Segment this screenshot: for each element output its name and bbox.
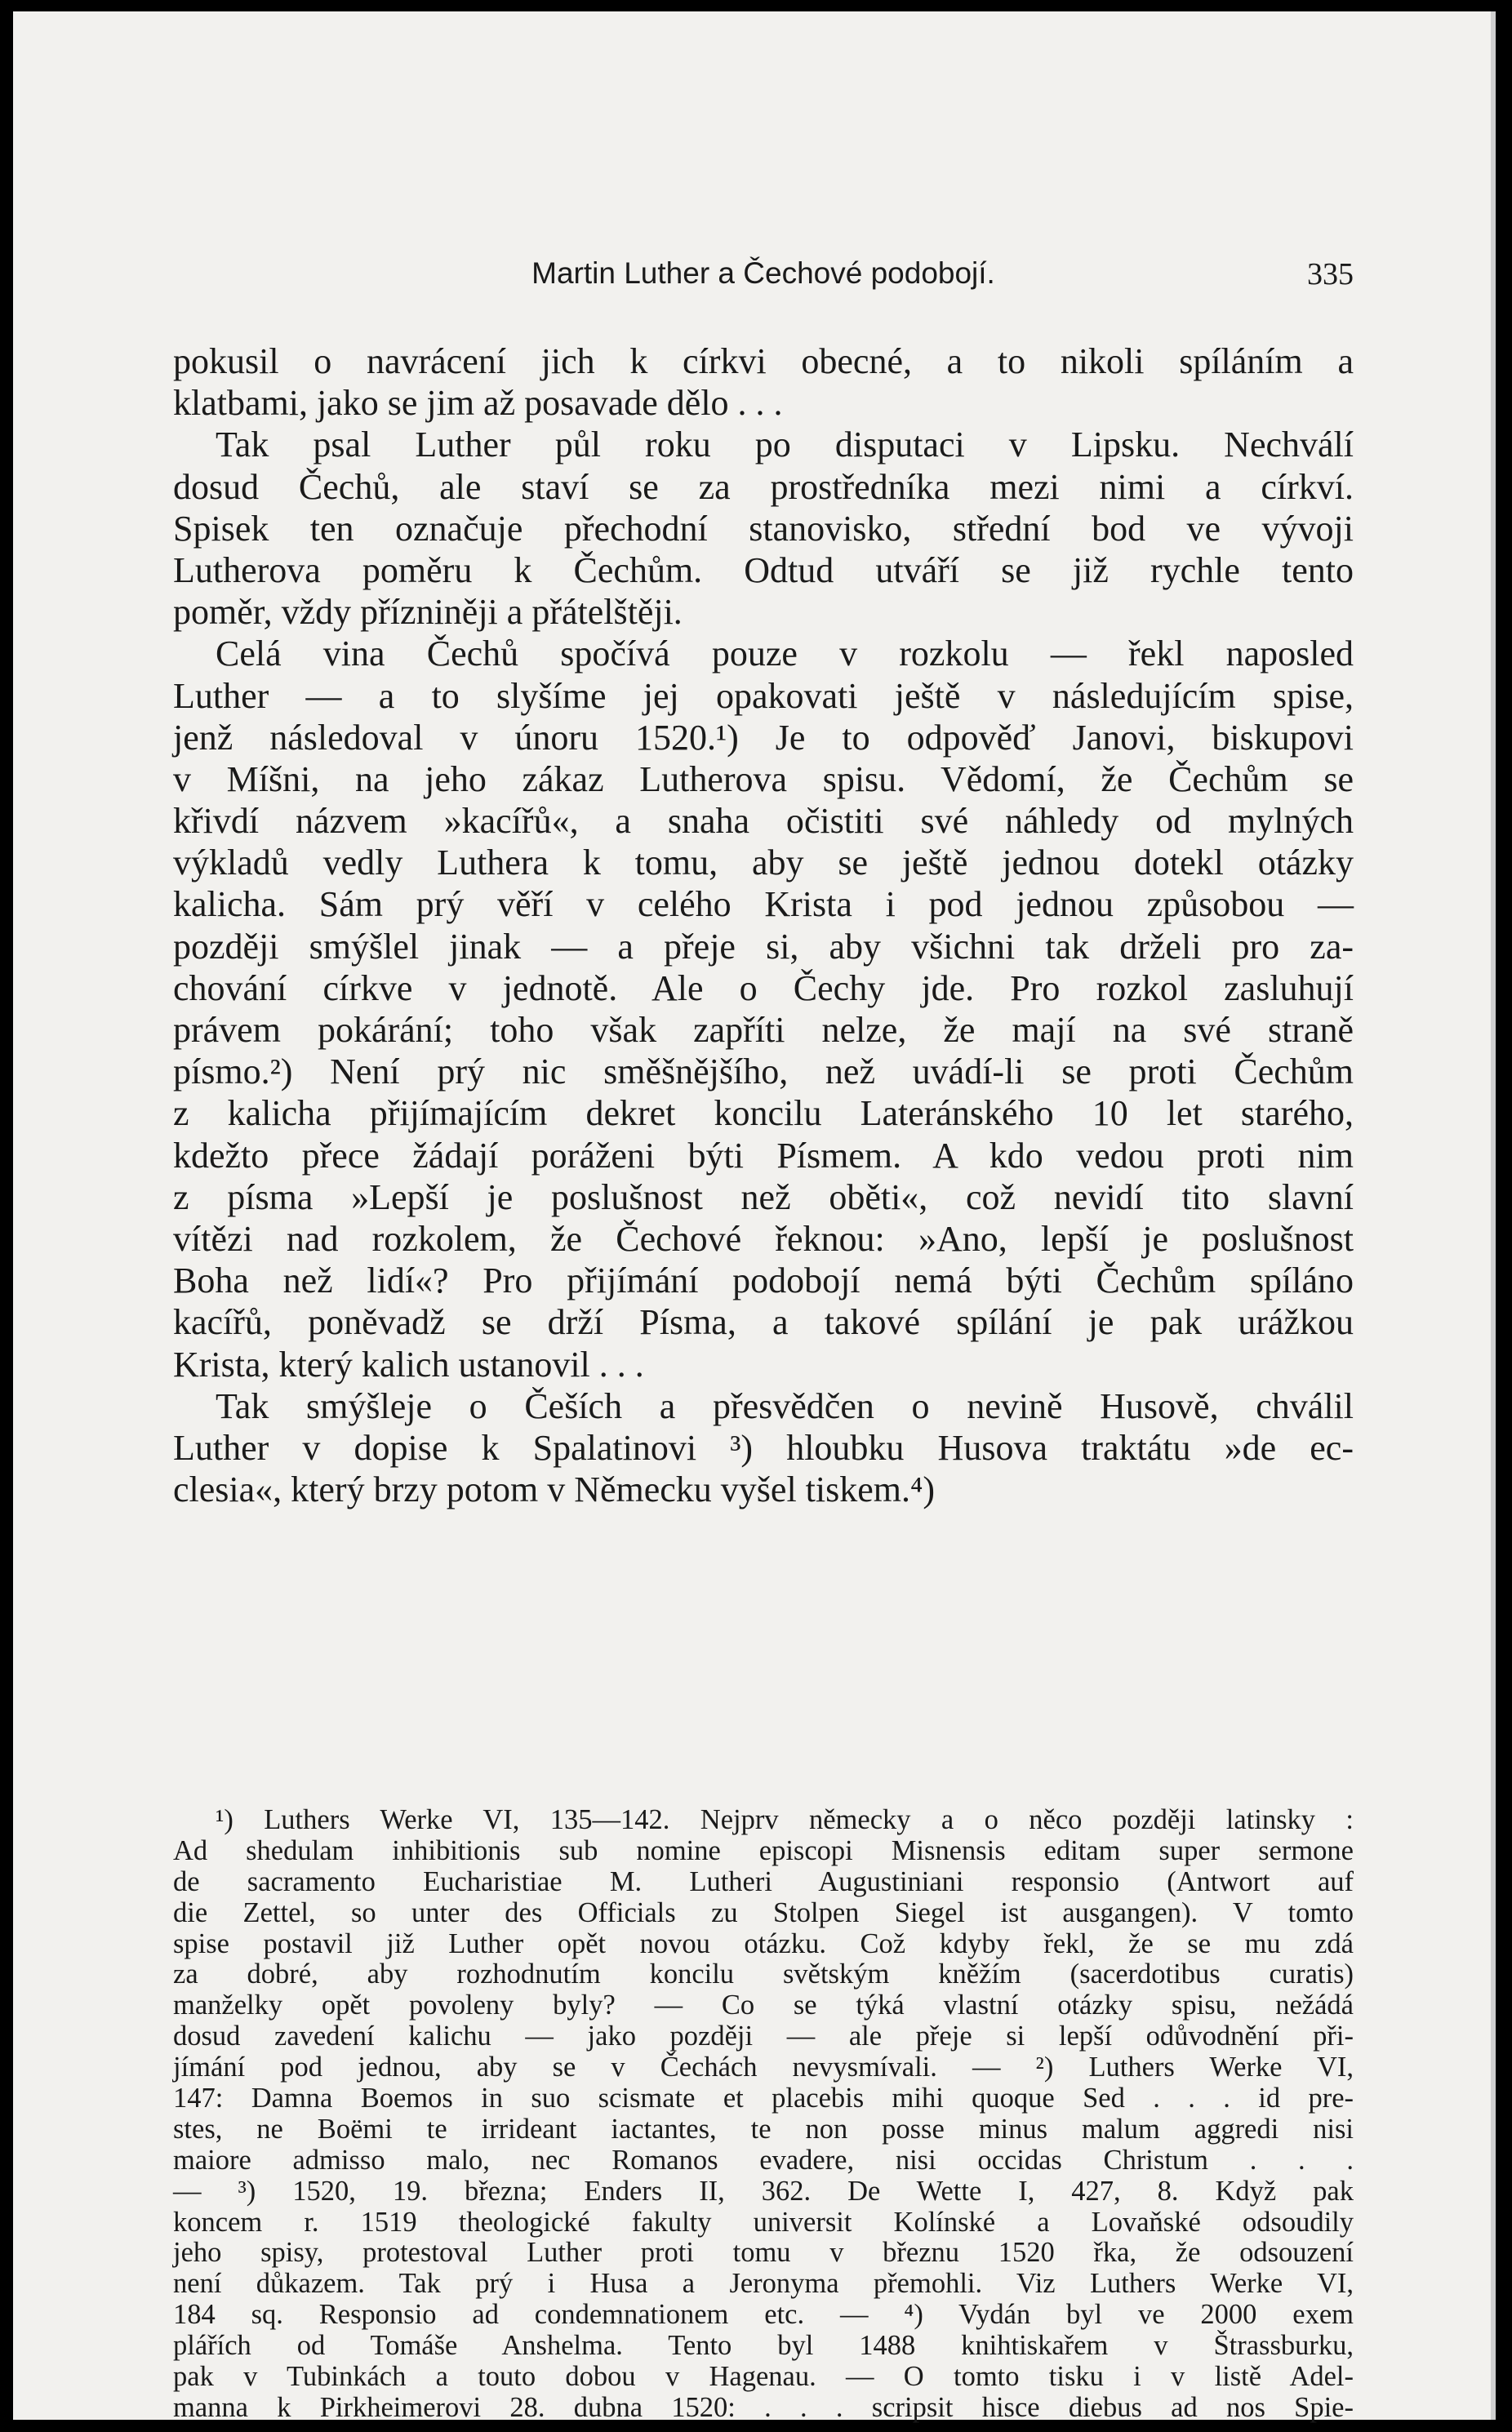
footnote-line: — ³) 1520, 19. března; Enders II, 362. De Wette I, 427, 8. Když pak [173,2175,1354,2207]
page [13,11,1496,2423]
body-line: později smýšlel jinak — a přeje si, aby všichni tak drželi pro za- [173,926,1354,967]
body-line: vítězi nad rozkolem, že Čechové řeknou: »Ano, lepší je poslušnost [173,1218,1354,1259]
body-line: Spisek ten označuje přechodní stanovisko, střední bod ve vývoji [173,508,1354,549]
body-line: písmo.²) Není prý nic směšnějšího, než uvádí-li se proti Čechům [173,1051,1354,1092]
footnote-line: 147: Damna Boemos in suo scismate et placebis mihi quoque Sed . . . id pre- [173,2083,1354,2114]
footnote-line: maiore admisso malo, nec Romanos evadere, nisi occidas Christum . . . [173,2144,1354,2176]
footnote-line: jímání pod jednou, aby se v Čechách nevysmívali. — ²) Luthers Werke VI, [173,2052,1354,2083]
body-line: Tak smýšleje o Češích a přesvědčen o nevině Husově, chválil [216,1385,1354,1426]
footnote-line: Ad shedulam inhibitionis sub nomine episcopi Misnensis editam super sermone [173,1834,1354,1866]
running-header [173,255,1354,296]
footnote-line: stes, ne Boëmi te irrideant iactantes, te non posse minus malum aggredi nisi [173,2113,1354,2145]
body-line: jenž následoval v únoru 1520.¹) Je to odpověď Janovi, biskupovi [173,717,1354,758]
body-line: v Míšni, na jeho zákaz Lutherova spisu. Vědomí, že Čechům se [173,758,1354,799]
footnote-line: za dobré, aby rozhodnutím koncilu světským kněžím (sacerdotibus curatis) [173,1958,1354,1990]
footnote-line: spise postavil již Luther opět novou otázku. Což kdyby řekl, že se mu zdá [173,1927,1354,1959]
footnote-line: manželky opět povoleny byly? — Co se týká vlastní otázky spisu, nežádá [173,1990,1354,2021]
body-line: Luther v dopise k Spalatinovi ³) hloubku Husova traktátu »de ec- [173,1427,1354,1468]
body-line: poměr, vždy přízniněji a přátelštěji. [173,592,683,633]
footnote-line: jeho spisy, protestoval Luther proti tomu v březnu 1520 řka, že odsouzení [173,2237,1354,2269]
body-line: kalicha. Sám prý věří v celého Krista i pod jednou způsobou — [173,884,1354,925]
body-line: dosud Čechů, ale staví se za prostředníka mezi nimi a církví. [173,466,1354,507]
body-line: kdežto přece žádají poráženi býti Písmem. A kdo vedou proti nim [173,1135,1354,1176]
body-line: Celá vina Čechů spočívá pouze v rozkolu — řekl naposled [216,634,1354,674]
footnote-line: de sacramento Eucharistiae M. Lutheri Augustiniani responsio (Antwort auf [173,1865,1354,1897]
footnote-line: plářích od Tomáše Anshelma. Tento byl 1488 knihtiskařem v Štrassburku, [173,2330,1354,2362]
footnote-line: není důkazem. Tak prý i Husa a Jeronyma přemohli. Viz Luthers Werke VI, [173,2268,1354,2300]
footnote-line: manna k Pirkheimerovi 28. dubna 1520: . . . scripsit hisce diebus ad nos Spie- [173,2391,1354,2423]
running-title: Martin Luther a Čechové podobojí. [531,256,995,290]
body-line: právem pokárání; toho však zapříti nelze, že mají na své straně [173,1010,1354,1050]
body-line: kacířů, poněvadž se drží Písma, a takové spílání je pak urážkou [173,1302,1354,1343]
body-line: pokusil o navrácení jich k církvi obecné, a to nikoli spíláním a [173,341,1354,381]
body-line: chování církve v jednotě. Ale o Čechy jde. Pro rozkol zasluhují [173,967,1354,1008]
footnote-line: koncem r. 1519 theologické fakulty universit Kolínské a Lovaňské odsoudily [173,2206,1354,2238]
footnote-line: pak v Tubinkách a touto dobou v Hagenau. — O tomto tisku i v listě Adel- [173,2361,1354,2393]
footnote-line: die Zettel, so unter des Officials zu Stolpen Siegel ist ausgangen). V tomto [173,1896,1354,1928]
body-line: Luther — a to slyšíme jej opakovati ještě v následujícím spise, [173,675,1354,716]
body-line: klatbami, jako se jim až posavade dělo . . . [173,383,783,424]
page-number: 335 [1307,257,1354,291]
body-line: z písma »Lepší je poslušnost než oběti«, což nevidí tito slavní [173,1176,1354,1217]
footnote-line: dosud zavedení kalichu — jako později — ale přeje si lepší odůvodnění při- [173,2021,1354,2052]
body-line: clesia«, který brzy potom v Německu vyšel tiskem.⁴) [173,1469,935,1510]
footnote-line: ¹) Luthers Werke VI, 135—142. Nejprv německy a o něco později latinsky : [216,1804,1354,1835]
body-line: Tak psal Luther půl roku po disputaci v Lipsku. Nechválí [216,425,1354,465]
body-text [173,340,1354,1510]
body-line: Lutherova poměru k Čechům. Odtud utváří se již rychle tento [173,549,1354,590]
body-line: výkladů vedly Luthera k tomu, aby se ještě jednou dotekl otázky [173,843,1354,883]
body-line: Boha než lidí«? Pro přijímání podobojí nemá býti Čechům spíláno [173,1260,1354,1301]
body-line: křivdí názvem »kacířů«, a snaha očistiti své náhledy od mylných [173,801,1354,842]
body-line: Krista, který kalich ustanovil . . . [173,1344,644,1385]
body-line: z kalicha přijímajícím dekret koncilu Lateránského 10 let starého, [173,1093,1354,1134]
footnote-line: 184 sq. Responsio ad condemnationem etc. — ⁴) Vydán byl ve 2000 exem [173,2299,1354,2331]
footnotes [173,1805,1354,2424]
